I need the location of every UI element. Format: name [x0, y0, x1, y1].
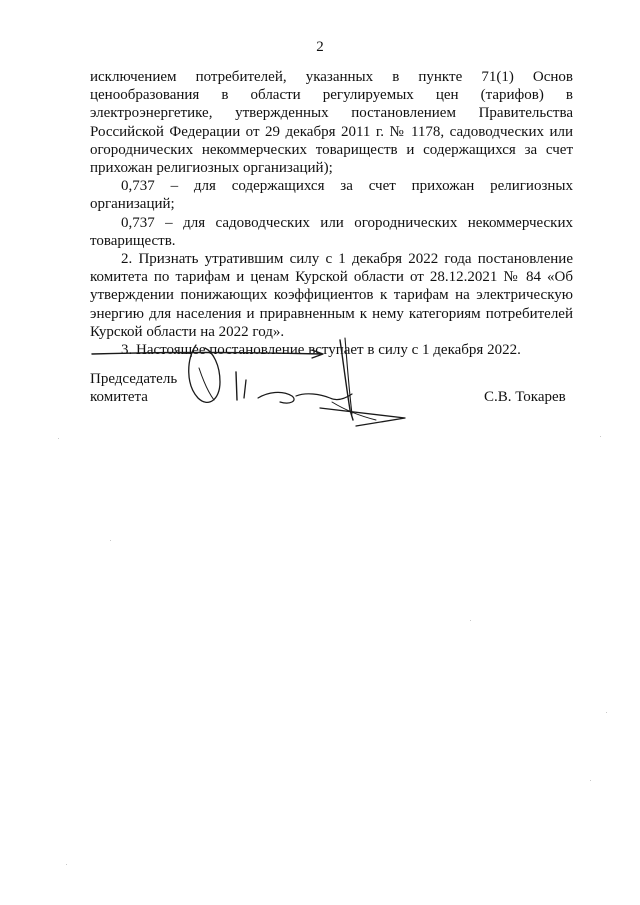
scan-speck	[470, 620, 471, 621]
list-item-religious-organizations: 0,737 – для содержащихся за счет прихожан религиозных организаций;	[90, 178, 573, 213]
scan-speck	[600, 436, 601, 437]
paragraph-item-2: 2. Признать утратившим силу с 1 декабря 2022 года постановление комитета по тарифам и ценам Курской области от 28.12.2021 № 84 «Об утверждении понижающих коэффициентов к тарифам на электрическую энергию для населения и приравненным к нему категориям потребителей Курской области на 2022 год».	[90, 251, 573, 340]
signatory-title-line-2: комитета	[90, 389, 148, 405]
document-body	[90, 68, 573, 359]
scan-speck	[606, 712, 607, 713]
page-number: 2	[316, 39, 324, 55]
scan-speck	[58, 438, 59, 439]
signatory-name: С.В. Токарев	[484, 389, 566, 405]
paragraph-item-3: 3. Настоящее постановление вступает в силу с 1 декабря 2022.	[121, 342, 521, 359]
paragraph-continuation: исключением потребителей, указанных в пункте 71(1) Основ ценообразования в области регулируемых цен (тарифов) в электроэнергетике, утвержденных постановлением Правительства Российской Федерации от 29 декабря 2011 г. № 1178, садоводческих или огороднических некоммерческих товариществ и содержащихся за счет прихожан религиозных организаций);	[90, 69, 573, 177]
signatory-title-line-1: Председатель	[90, 371, 178, 387]
list-item-garden-partnerships: 0,737 – для садоводческих или огороднических некоммерческих товариществ.	[90, 214, 573, 249]
scan-speck	[66, 864, 67, 865]
scan-speck	[590, 780, 591, 781]
signatory-title	[90, 370, 177, 406]
scan-speck	[110, 540, 111, 541]
